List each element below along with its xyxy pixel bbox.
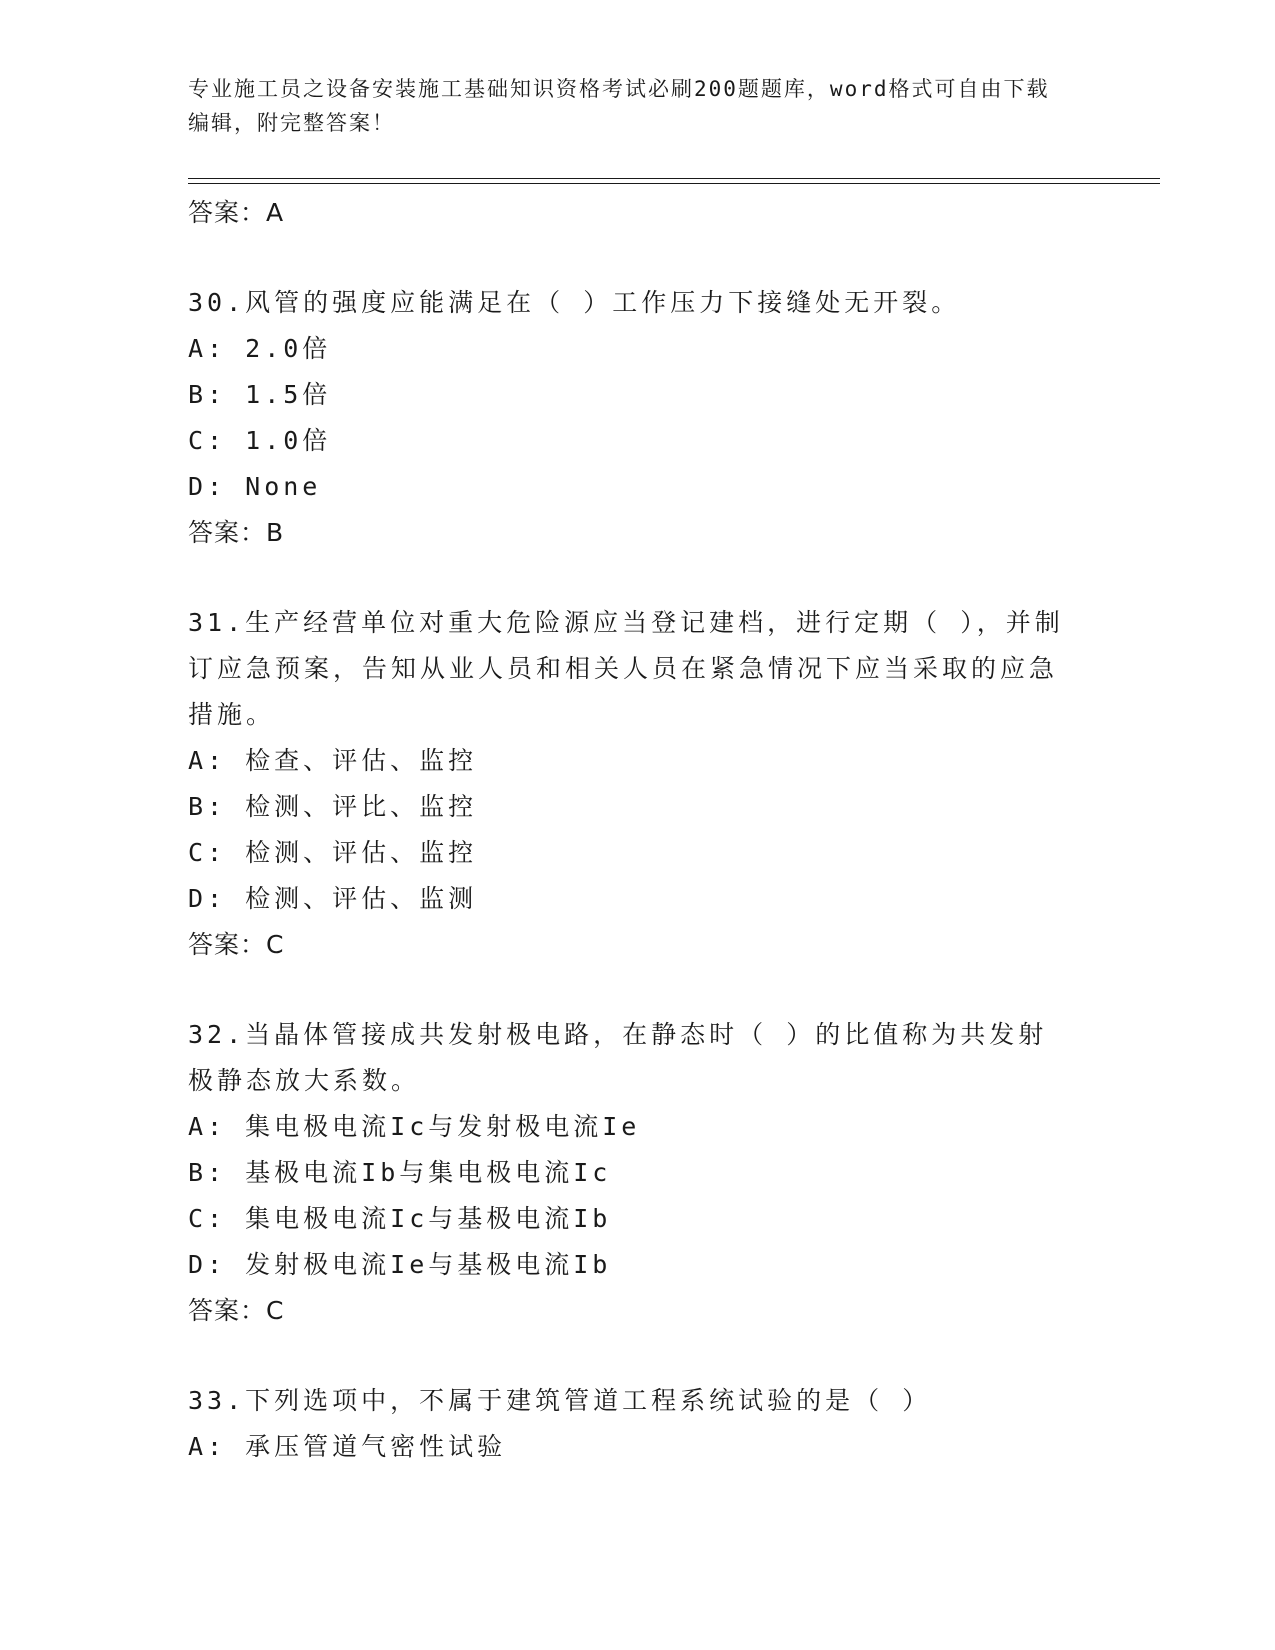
question-text: 30.风管的强度应能满足在（ ）工作压力下接缝处无开裂。 [188, 288, 961, 317]
option-c: C: 集电极电流Ic与基极电流Ib [188, 1204, 612, 1233]
option-a: A: 承压管道气密性试验 [188, 1432, 507, 1461]
question-list [188, 190, 1068, 1470]
option-d: D: None [188, 472, 322, 501]
option-b: B: 检测、评比、监控 [188, 792, 478, 821]
option-b: B: 1.5倍 [188, 380, 332, 409]
question-text: 31.生产经营单位对重大危险源应当登记建档，进行定期（ ），并制订应急预案，告知从业人员和相关人员在紧急情况下应当采取的应急措施。 [188, 608, 1064, 729]
spacer [188, 1334, 1068, 1378]
spacer [188, 556, 1068, 600]
option-c: C: 检测、评估、监控 [188, 838, 478, 867]
header-divider-bottom [188, 183, 1160, 184]
question-block-31 [188, 600, 1068, 968]
question-block-30 [188, 280, 1068, 556]
spacer [188, 236, 1068, 280]
answer-line: 答案：C [188, 1296, 285, 1325]
option-c: C: 1.0倍 [188, 426, 332, 455]
answer-line: 答案：C [188, 930, 285, 959]
document-header: 专业施工员之设备安装施工基础知识资格考试必刷200题题库，word格式可自由下载编辑，附完整答案！ [188, 77, 1050, 135]
option-a: A: 检查、评估、监控 [188, 746, 478, 775]
option-a: A: 集电极电流Ic与发射极电流Ie [188, 1112, 641, 1141]
option-b: B: 基极电流Ib与集电极电流Ic [188, 1158, 612, 1187]
answer-line: 答案：B [188, 518, 285, 547]
option-d: D: 检测、评估、监测 [188, 884, 478, 913]
spacer [188, 968, 1068, 1012]
option-d: D: 发射极电流Ie与基极电流Ib [188, 1250, 612, 1279]
question-text: 32.当晶体管接成共发射极电路，在静态时（ ）的比值称为共发射极静态放大系数。 [188, 1020, 1048, 1095]
header-divider-top [188, 178, 1160, 179]
option-a: A: 2.0倍 [188, 334, 332, 363]
answer-line: 答案：A [188, 198, 285, 227]
question-text: 33.下列选项中，不属于建筑管道工程系统试验的是（ ） [188, 1386, 932, 1415]
question-block-32 [188, 1012, 1068, 1334]
question-block-33 [188, 1378, 1068, 1470]
